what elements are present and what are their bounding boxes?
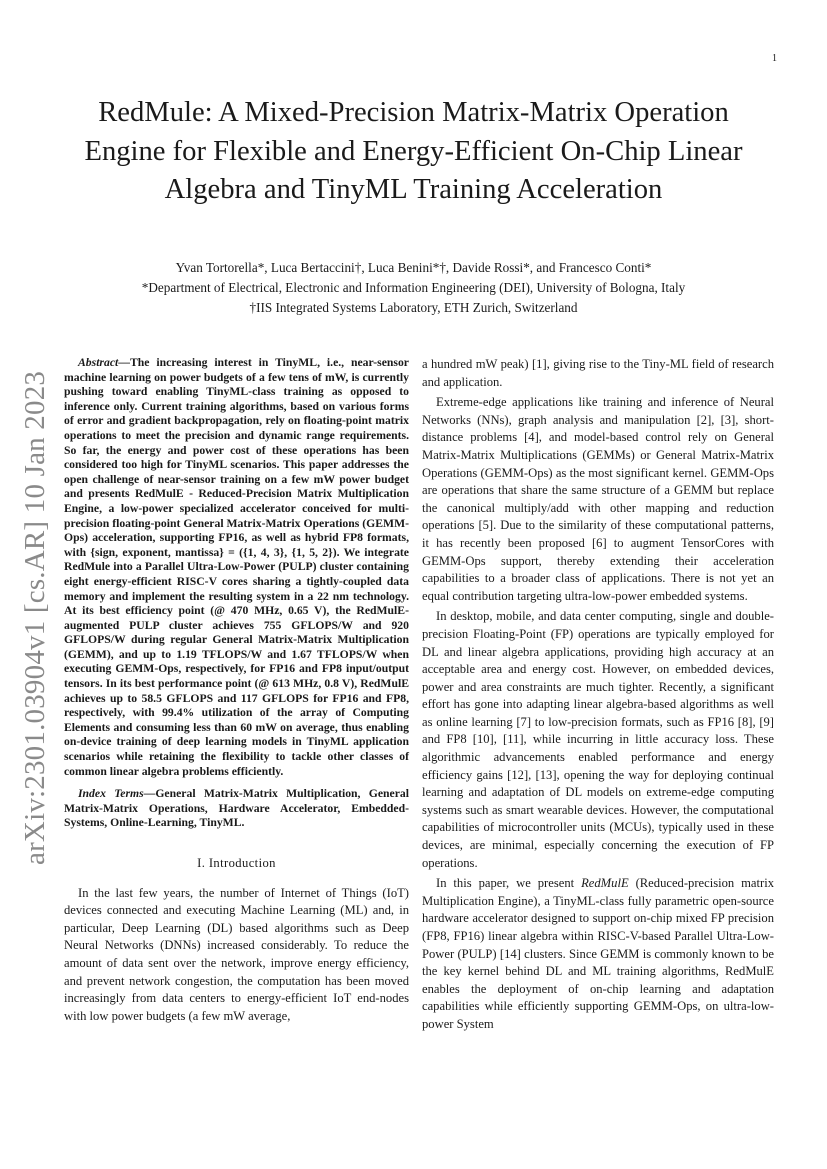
redmule-name: RedMulE [581, 876, 629, 891]
intro-paragraph-2: Extreme-edge applications like training and inference of Neural Networks (NNs), graph analysis and manipulation [2], [3], short-distance problems [4], and model-based control rely on General Matrix-Matrix Multiplications (GEMMs) or General Matrix-Matrix Operations (GEMM-Ops) as the most significant kernel. GEMM-Ops are operations that share the same structure of a GEMM but replace the canonical multiply/add with other mapping and reduction operations [5]. Due to the similarity of these computational patterns, it has recently been proposed [6] to augment TensorCores with GEMM-Ops support, thereby extending their acceleration capabilities to a broader class of applications. There is not yet an equal contribution targeting ultra-low-power embedded systems. [422, 395, 774, 603]
affiliation-bologna: *Department of Electrical, Electronic and Information Engineering (DEI), University of Bologna, Italy [141, 280, 686, 295]
affiliation-eth: †IIS Integrated Systems Laboratory, ETH Zurich, Switzerland [249, 300, 578, 315]
section-heading-introduction: I. Introduction [197, 856, 276, 870]
abstract [64, 356, 409, 779]
author-block [60, 258, 767, 318]
right-column [422, 356, 774, 1034]
arxiv-identifier-stamp: arXiv:2301.03904v1 [cs.AR] 10 Jan 2023 [19, 370, 51, 865]
abstract-text: —The increasing interest in TinyML, i.e., near-sensor machine learning on power budgets of a few tens of mW, is currently pushing toward enabling TinyML-class training as opposed to inference only. Current training algorithms, based on various forms of error and gradient backpropagation, rely on floating-point matrix operations to meet the precision and dynamic range requirements. So far, the energy and power cost of these operations has been considered too high for TinyML scenarios. This paper addresses the open challenge of near-sensor training on a few mW power budget and presents RedMulE - Reduced-Precision Matrix Multiplication Engine, a low-power specialized accelerator conceived for multi-precision floating-point General Matrix-Matrix Operations (GEMM-Ops) acceleration, supporting FP16, as well as hybrid FP8 formats, with {sign, exponent, mantissa} = ({1, 4, 3}, {1, 5, 2}). We integrate RedMule into a Parallel Ultra-Low-Power (PULP) cluster containing eight energy-efficient RISC-V cores sharing a tightly-coupled data memory and implement the resulting system in a 22 nm technology. At its best efficiency point (@ 470 MHz, 0.65 V), the RedMulE-augmented PULP cluster achieves 755 GFLOPS/W and 920 GFLOPS/W during regular General Matrix-Matrix Multiplication (GEMM), and up to 1.19 TFLOPS/W and 1.67 TFLOPS/W when executing GEMM-Ops, respectively, for FP16 and FP8 input/output tensors. In its best performance point (@ 613 MHz, 0.8 V), RedMulE achieves up to 58.5 GFLOPS and 117 GFLOPS for FP16 and FP8, respectively, with 99.4% utilization of the array of Computing Elements and consuming less than 60 mW on average, thus enabling on-device training of deep learning models in TinyML application scenarios while retaining the flexibility to tackle other classes of common linear algebra problems efficiently. [64, 356, 409, 778]
intro-paragraph-4-text: (Reduced-precision matrix Multiplication Engine), a TinyML-class fully parametric open-source hardware accelerator designed to support on-chip mixed FP precision (FP8, FP16) linear algebra within RISC-V-based Parallel Ultra-Low-Power (PULP) [14] clusters. Since GEMM is commonly known to be the key kernel behind DL and ML training algorithms, RedMulE enables the deployment of on-chip learning and adaptation capabilities while efficiently supporting GEMM-Ops, on ultra-low-power System [422, 876, 775, 1031]
index-terms [64, 787, 409, 831]
intro-paragraph-1-continued: a hundred mW peak) [1], giving rise to the Tiny-ML field of research and application. [422, 357, 774, 389]
intro-paragraph-4-lead: In this paper, we present [436, 876, 582, 891]
intro-paragraph-3: In desktop, mobile, and data center computing, single and double-precision Floating-Point (FP) operations are typically employed for DL and linear algebra applications, providing high accuracy at an acceptable area and energy cost. However, on embedded devices, power and area constraints are much tighter. Recently, a significant effort has gone into adapting linear algebra-based algorithms as well as online learning [7] to low-precision formats, such as FP16 [8], [9] and FP8 [10], [11], while incurring in little accuracy loss. These algorithmic advancements enabled performance and energy efficiency gains [12], [13], opening the way for deploying continual learning and adaptation of DL models on extreme-edge computing systems such as smart wearable devices. However, the computational capabilities of microcontroller units (MCUs), typically used in these devices, are minimal, especially concerning the execution of FP operations. [422, 609, 774, 870]
author-list: Yvan Tortorella*, Luca Bertaccini†, Luca Benini*†, Davide Rossi*, and Francesco Conti* [175, 260, 652, 275]
intro-paragraph-1: In the last few years, the number of Internet of Things (IoT) devices connected and executing Machine Learning (ML) and, in particular, Deep Learning (DL) based algorithms such as Deep Neural Networks (DNNs) increased considerably. To reduce the amount of data sent over the network, improve energy efficiency, and prevent network congestion, the computation has been moved increasingly from data centers to energy-efficient IoT end-nodes with low power budgets (a few mW average, [64, 885, 409, 1023]
abstract-label: Abstract [78, 356, 119, 369]
paper-title: RedMule: A Mixed-Precision Matrix-Matrix Operation Engine for Flexible and Energy-Efficient On-Chip Linear Algebra and TinyML Training Acceleration [84, 97, 743, 205]
intro-paragraph-4 [422, 875, 774, 1033]
left-column [64, 356, 409, 1025]
page-number: 1 [772, 53, 777, 64]
index-terms-text: —General Matrix-Matrix Multiplication, General Matrix-Matrix Operations, Hardware Accelerator, Embedded-Systems, Online-Learning, TinyML. [64, 787, 409, 830]
index-terms-label: Index Terms [78, 787, 144, 801]
